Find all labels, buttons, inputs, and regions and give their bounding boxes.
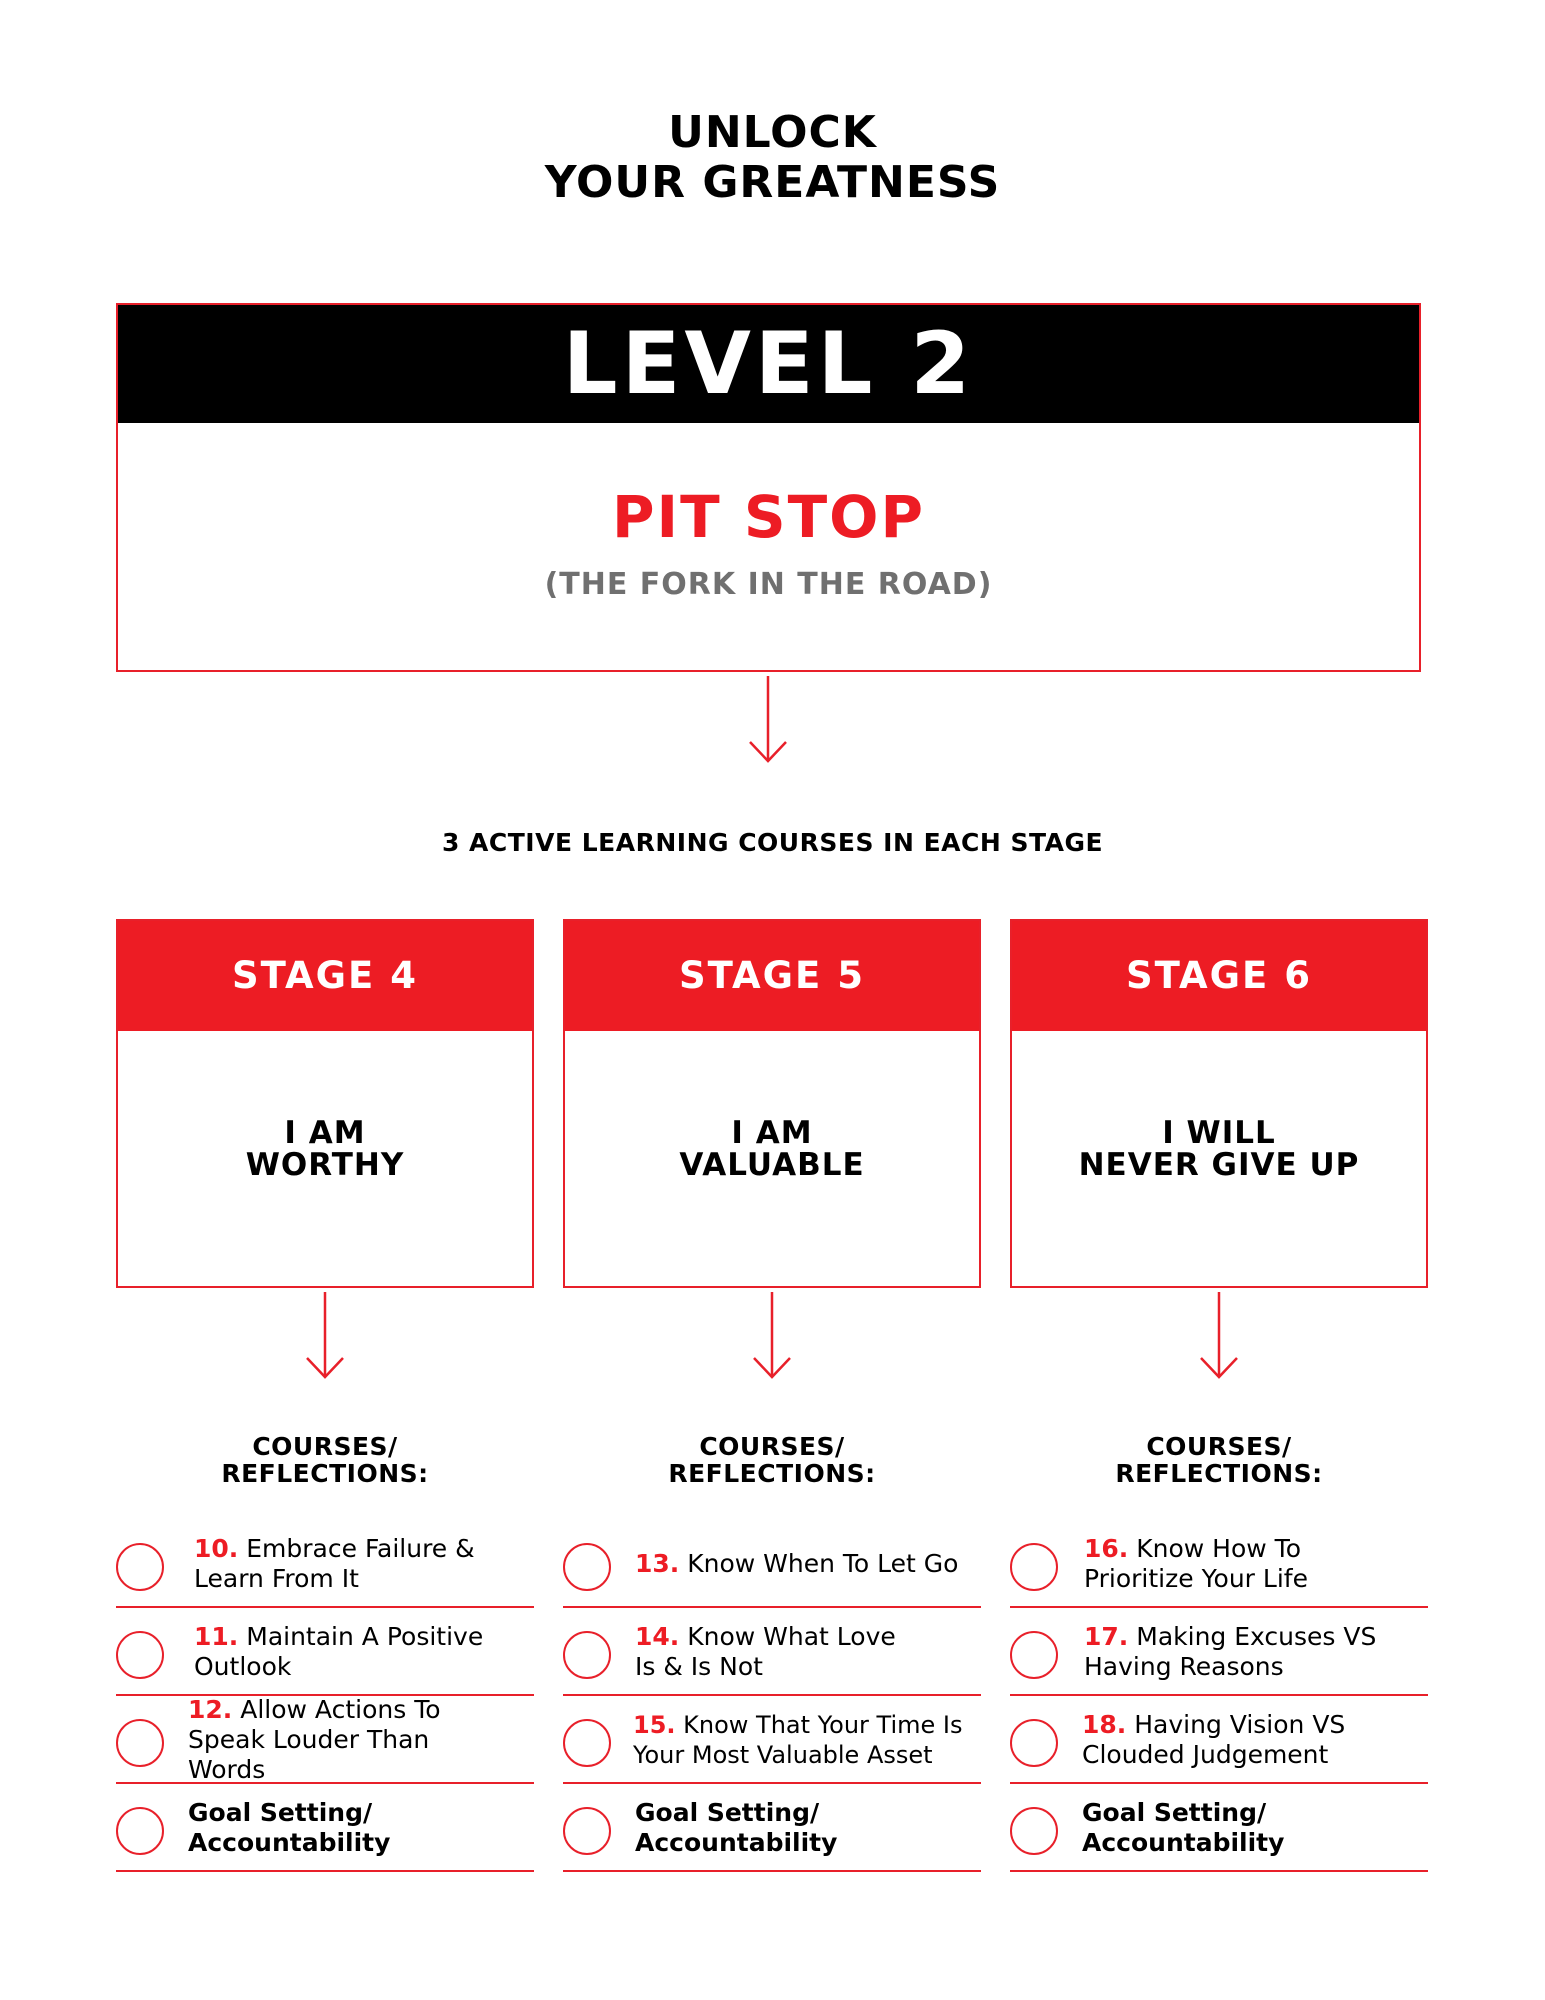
- stage-theme-line-2: NEVER GIVE UP: [1078, 1147, 1360, 1183]
- level-tagline: (THE FORK IN THE ROAD): [544, 567, 993, 602]
- courses-heading: [563, 1433, 981, 1487]
- course-number: 14.: [635, 1622, 680, 1651]
- course-item-text: [188, 1695, 534, 1784]
- page-title: [0, 108, 1545, 208]
- course-item: [563, 1698, 981, 1784]
- course-item: [116, 1522, 534, 1608]
- courses-heading-line-2: REFLECTIONS:: [1115, 1459, 1323, 1488]
- courses-heading: [1010, 1433, 1428, 1487]
- course-item: [563, 1610, 981, 1696]
- course-title-line-2: Speak Louder Than: [188, 1725, 430, 1754]
- stage-header: STAGE 4: [118, 921, 532, 1031]
- course-item-text: [1084, 1522, 1428, 1606]
- course-title-line-1: Know How To: [1136, 1534, 1301, 1563]
- course-item: [116, 1786, 534, 1872]
- arrow-down-icon: [746, 676, 790, 764]
- course-item: [116, 1695, 534, 1784]
- level-header: LEVEL 2: [118, 305, 1419, 423]
- course-item: [1010, 1698, 1428, 1784]
- course-number: 10.: [194, 1534, 239, 1563]
- arrow-down-icon: [303, 1292, 347, 1380]
- course-title-line-2: Accountability: [635, 1828, 838, 1857]
- arrow-down-icon: [750, 1292, 794, 1380]
- course-item-text: [633, 1698, 981, 1782]
- stage-card-4: [116, 919, 534, 1288]
- course-title-line-1: Goal Setting/: [188, 1798, 373, 1827]
- checkbox-circle-icon[interactable]: [1010, 1543, 1058, 1591]
- stage-header: STAGE 6: [1012, 921, 1426, 1031]
- course-item-text: [194, 1522, 534, 1606]
- stage-card-6: [1010, 919, 1428, 1288]
- stage-theme-line-2: WORTHY: [245, 1147, 405, 1183]
- course-item-text: [635, 1786, 981, 1870]
- course-title-line-2: Clouded Judgement: [1082, 1740, 1329, 1769]
- course-title-line-2: Having Reasons: [1084, 1652, 1284, 1681]
- checkbox-circle-icon[interactable]: [563, 1719, 611, 1767]
- checkbox-circle-icon[interactable]: [116, 1719, 164, 1767]
- course-item: [1010, 1522, 1428, 1608]
- arrow-down-icon: [1197, 1292, 1241, 1380]
- course-title-line-1: Embrace Failure &: [246, 1534, 475, 1563]
- course-title-line-1: Maintain A Positive: [246, 1622, 484, 1651]
- courses-heading-line-1: COURSES/: [252, 1432, 398, 1461]
- checkbox-circle-icon[interactable]: [116, 1631, 164, 1679]
- course-item: [116, 1610, 534, 1696]
- stage-theme-line-2: VALUABLE: [679, 1147, 865, 1183]
- courses-heading-line-1: COURSES/: [699, 1432, 845, 1461]
- course-number: 15.: [633, 1711, 676, 1739]
- course-title-line-3: Words: [188, 1755, 266, 1784]
- course-item: [1010, 1786, 1428, 1872]
- course-item-text: [1082, 1698, 1428, 1782]
- course-title-line-1: Making Excuses VS: [1136, 1622, 1377, 1651]
- stage-theme-line-1: I AM: [731, 1115, 813, 1151]
- course-title-line-2: Outlook: [194, 1652, 292, 1681]
- course-title-line-1: Know What Love: [687, 1622, 896, 1651]
- course-item-text: [1082, 1786, 1428, 1870]
- course-title-line-2: Accountability: [1082, 1828, 1285, 1857]
- stage-card-5: [563, 919, 981, 1288]
- stage-theme: [1012, 1117, 1426, 1181]
- course-title-line-1: Know When To Let Go: [687, 1549, 959, 1578]
- course-title-line-2: Is & Is Not: [635, 1652, 763, 1681]
- course-title-line-2: Accountability: [188, 1828, 391, 1857]
- course-item-text: [635, 1610, 981, 1694]
- course-item: [563, 1522, 981, 1608]
- checkbox-circle-icon[interactable]: [563, 1543, 611, 1591]
- courses-heading-line-2: REFLECTIONS:: [221, 1459, 429, 1488]
- courses-heading-line-1: COURSES/: [1146, 1432, 1292, 1461]
- level-subtitle: PIT STOP: [612, 483, 925, 551]
- courses-heading: [116, 1433, 534, 1487]
- course-number: 16.: [1084, 1534, 1129, 1563]
- stage-theme-line-1: I WILL: [1162, 1115, 1276, 1151]
- checkbox-circle-icon[interactable]: [116, 1807, 164, 1855]
- checkbox-circle-icon[interactable]: [1010, 1631, 1058, 1679]
- courses-heading-line-2: REFLECTIONS:: [668, 1459, 876, 1488]
- course-title-line-1: Goal Setting/: [635, 1798, 820, 1827]
- course-item: [563, 1786, 981, 1872]
- checkbox-circle-icon[interactable]: [116, 1543, 164, 1591]
- course-title-line-2: Learn From It: [194, 1564, 359, 1593]
- page-title-line-2: YOUR GREATNESS: [544, 157, 1001, 208]
- level-card: [116, 303, 1421, 672]
- course-title-line-1: Know That Your Time Is: [683, 1711, 963, 1739]
- course-item-text: [188, 1786, 534, 1870]
- page-title-line-1: UNLOCK: [668, 107, 877, 158]
- course-title-line-2: Your Most Valuable Asset: [633, 1741, 933, 1769]
- checkbox-circle-icon[interactable]: [563, 1631, 611, 1679]
- course-number: 11.: [194, 1622, 239, 1651]
- course-number: 13.: [635, 1549, 680, 1578]
- course-number: 12.: [188, 1695, 233, 1724]
- stage-theme-line-1: I AM: [284, 1115, 366, 1151]
- course-title-line-1: Allow Actions To: [240, 1695, 441, 1724]
- course-item: [1010, 1610, 1428, 1696]
- course-item-text: [1084, 1610, 1428, 1694]
- courses-banner: 3 ACTIVE LEARNING COURSES IN EACH STAGE: [441, 828, 1104, 857]
- checkbox-circle-icon[interactable]: [1010, 1719, 1058, 1767]
- stage-theme: [565, 1117, 979, 1181]
- course-title-line-1: Having Vision VS: [1134, 1710, 1346, 1739]
- stage-header: STAGE 5: [565, 921, 979, 1031]
- course-number: 17.: [1084, 1622, 1129, 1651]
- checkbox-circle-icon[interactable]: [1010, 1807, 1058, 1855]
- checkbox-circle-icon[interactable]: [563, 1807, 611, 1855]
- course-title-line-1: Goal Setting/: [1082, 1798, 1267, 1827]
- course-number: 18.: [1082, 1710, 1127, 1739]
- course-item-text: [194, 1610, 534, 1694]
- course-title-line-2: Prioritize Your Life: [1084, 1564, 1308, 1593]
- stage-theme: [118, 1117, 532, 1181]
- course-item-text: [635, 1522, 981, 1606]
